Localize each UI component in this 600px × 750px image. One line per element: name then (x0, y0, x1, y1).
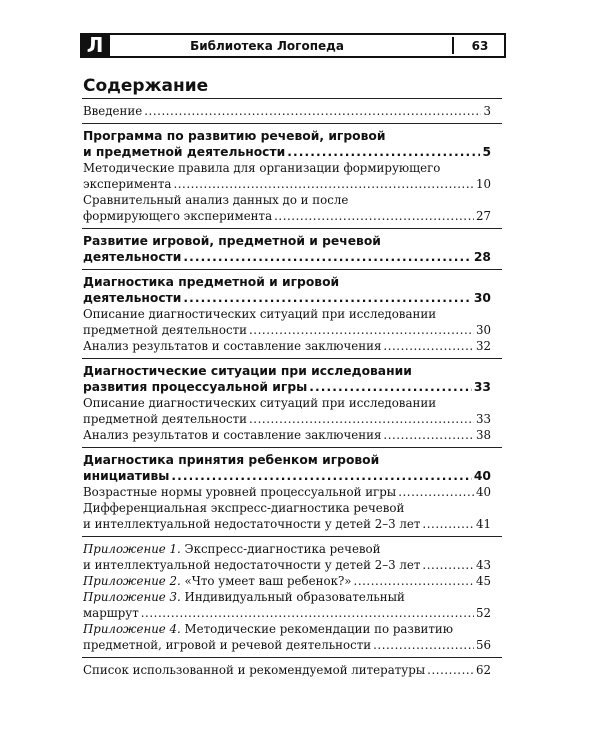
toc-entry-text: предметной деятельности (83, 323, 247, 337)
toc-entry-text: и предметной деятельности (83, 145, 286, 159)
toc-list (83, 100, 491, 678)
toc-section[interactable] (83, 452, 491, 484)
dot-leader (422, 516, 474, 532)
toc-appendix[interactable] (83, 621, 491, 653)
toc-entry-page: 32 (475, 339, 491, 353)
toc-entry-text: Описание диагностических ситуаций при исследовании (83, 396, 437, 410)
toc-entry[interactable] (83, 484, 491, 500)
toc-entry-page: 45 (475, 574, 491, 588)
toc-entry-text: Программа по развитию речевой, игровой (83, 129, 386, 143)
dot-leader (249, 322, 474, 338)
page-number: 63 (471, 39, 489, 53)
toc-entry-text: и интеллектуальной недостаточности у детей 2–3 лет (83, 517, 421, 531)
dot-leader (287, 144, 480, 160)
toc-entry[interactable] (83, 662, 491, 678)
toc-entry-text: Анализ результатов и составление заключения (83, 339, 382, 353)
toc-section[interactable] (83, 363, 491, 395)
toc-entry-text: Анализ результатов и составление заключения (83, 428, 382, 442)
toc-entry-page: 56 (475, 638, 491, 652)
toc-entry-text: предметной деятельности (83, 412, 247, 426)
section-divider (82, 228, 502, 229)
toc-entry-page: 43 (475, 558, 491, 572)
toc-entry-page: 10 (475, 177, 491, 191)
dot-leader (309, 379, 472, 395)
toc-entry-page: 3 (483, 104, 491, 118)
section-divider (82, 447, 502, 448)
toc-title: Содержание (83, 76, 209, 96)
toc-entry-text: Введение (83, 104, 143, 118)
toc-entry-text: предметной, игровой и речевой деятельности (83, 638, 372, 652)
appendix-label: Приложение 3. (83, 590, 181, 604)
toc-entry-text: Индивидуальный образовательный (184, 590, 405, 604)
dot-leader (141, 605, 474, 621)
toc-entry-text: деятельности (83, 291, 182, 305)
dot-leader (398, 484, 474, 500)
dot-leader (354, 573, 474, 589)
appendix-label: Приложение 2. (83, 574, 181, 588)
toc-entry[interactable] (83, 338, 491, 354)
dot-leader (144, 103, 481, 119)
dot-leader (373, 637, 474, 653)
toc-entry-page: 30 (475, 323, 491, 337)
toc-entry-text: Описание диагностических ситуаций при исследовании (83, 307, 437, 321)
toc-section[interactable] (83, 233, 491, 265)
toc-entry-text: маршрут (83, 606, 139, 620)
header-divider (452, 37, 454, 54)
toc-entry[interactable] (83, 192, 491, 224)
toc-entry-page: 38 (475, 428, 491, 442)
toc-entry-page: 33 (475, 412, 491, 426)
section-divider (82, 358, 502, 359)
toc-entry-text: Методические рекомендации по развитию (184, 622, 454, 636)
toc-entry-text: Возрастные нормы уровней процессуальной игры (83, 485, 397, 499)
series-title: Библиотека Логопеда (190, 39, 344, 53)
toc-entry[interactable] (83, 103, 491, 119)
toc-entry-text: эксперимента (83, 177, 172, 191)
toc-entry-text: деятельности (83, 250, 182, 264)
toc-entry[interactable] (83, 306, 491, 338)
toc-entry-page: 52 (475, 606, 491, 620)
toc-section[interactable] (83, 274, 491, 306)
dot-leader (183, 249, 471, 265)
toc-entry-page: 5 (482, 145, 491, 159)
toc-entry-text: и интеллектуальной недостаточности у детей 2–3 лет (83, 558, 421, 572)
toc-entry-text: Методические правила для организации формирующего (83, 161, 441, 175)
toc-entry-page: 33 (473, 380, 491, 394)
section-divider (82, 269, 502, 270)
dot-leader (383, 427, 474, 443)
toc-entry-text: развития процессуальной игры (83, 380, 308, 394)
dot-leader (422, 557, 474, 573)
toc-entry-text: Дифференциальная экспресс-диагностика речевой (83, 501, 405, 515)
toc-entry[interactable] (83, 395, 491, 427)
toc-entry[interactable] (83, 427, 491, 443)
toc-entry-page: 40 (475, 485, 491, 499)
toc-appendix[interactable] (83, 573, 491, 589)
toc-entry-page: 28 (473, 250, 491, 264)
dot-leader (173, 176, 474, 192)
toc-entry-text: формирующего эксперимента (83, 209, 273, 223)
appendix-label: Приложение 1. (83, 542, 181, 556)
toc-entry-text: Диагностические ситуации при исследовании (83, 364, 412, 378)
toc-entry-text: инициативы (83, 469, 170, 483)
appendix-label: Приложение 4. (83, 622, 181, 636)
dot-leader (183, 290, 471, 306)
series-logo: Л (80, 33, 110, 58)
toc-entry-text: Сравнительный анализ данных до и после (83, 193, 349, 207)
running-header (80, 33, 506, 58)
section-divider (82, 657, 502, 658)
section-divider (82, 536, 502, 537)
toc-section[interactable] (83, 128, 491, 160)
toc-entry-text: Развитие игровой, предметной и речевой (83, 234, 381, 248)
toc-top-rule (82, 98, 502, 99)
toc-appendix[interactable] (83, 541, 491, 573)
toc-entry-page: 27 (475, 209, 491, 223)
toc-entry-text: Диагностика предметной и игровой (83, 275, 340, 289)
toc-entry-page: 30 (473, 291, 491, 305)
toc-entry-page: 40 (473, 469, 491, 483)
dot-leader (171, 468, 471, 484)
dot-leader (274, 208, 474, 224)
toc-entry-text: Экспресс-диагностика речевой (184, 542, 381, 556)
dot-leader (249, 411, 474, 427)
section-divider (82, 123, 502, 124)
toc-entry-text: «Что умеет ваш ребенок?» (184, 574, 352, 588)
dot-leader (383, 338, 474, 354)
toc-entry-text: Диагностика принятия ребенком игровой (83, 453, 380, 467)
toc-entry-page: 62 (475, 663, 491, 677)
toc-entry[interactable] (83, 500, 491, 532)
toc-appendix[interactable] (83, 589, 491, 621)
toc-entry-text: Список использованной и рекомендуемой литературы (83, 663, 426, 677)
toc-entry[interactable] (83, 160, 491, 192)
toc-entry-page: 41 (475, 517, 491, 531)
dot-leader (427, 662, 474, 678)
